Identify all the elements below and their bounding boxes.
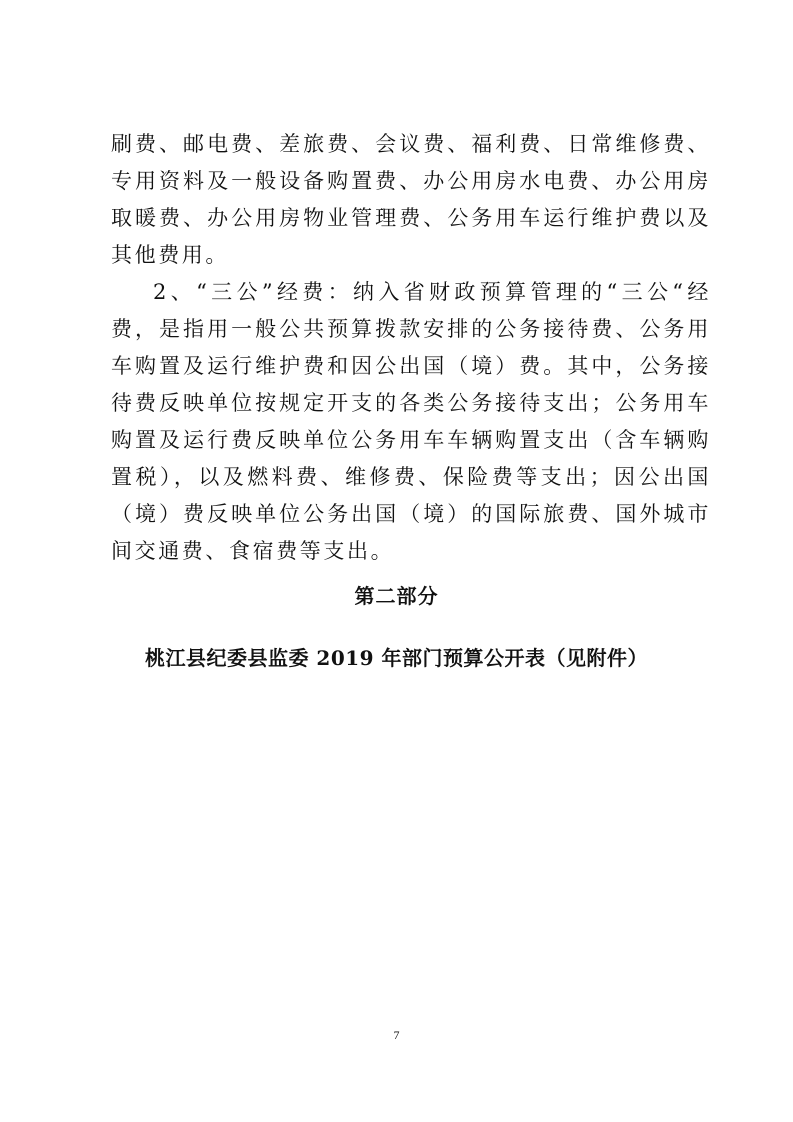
paragraph-expense-list: 刷费、邮电费、差旅费、会议费、福利费、日常维修费、专用资料及一般设备购置费、办公用房水电费、办公用房取暖费、办公用房物业管理费、公务用车运行维护费以及其他费用。 <box>111 132 711 267</box>
body-text <box>111 126 711 570</box>
page-number: 7 <box>393 1028 400 1042</box>
document-title: 桃江县纪委县监委 2019 年部门预算公开表（见附件） <box>144 646 649 670</box>
section-heading: 第二部分 <box>354 584 439 608</box>
paragraph-three-public-expenses: 2、“三公”经费：纳入省财政预算管理的“三公“经费，是指用一般公共预算拨款安排的公务接待费、公务用车购置及运行维护费和因公出国（境）费。其中，公务接待费反映单位按规定开支的各类公务接待支出；公务用车购置及运行费反映单位公务用车车辆购置支出（含车辆购置税），以及燃料费、维修费、保险费等支出；因公出国（境）费反映单位公务出国（境）的国际旅费、国外城市间交通费、食宿费等支出。 <box>111 280 711 563</box>
